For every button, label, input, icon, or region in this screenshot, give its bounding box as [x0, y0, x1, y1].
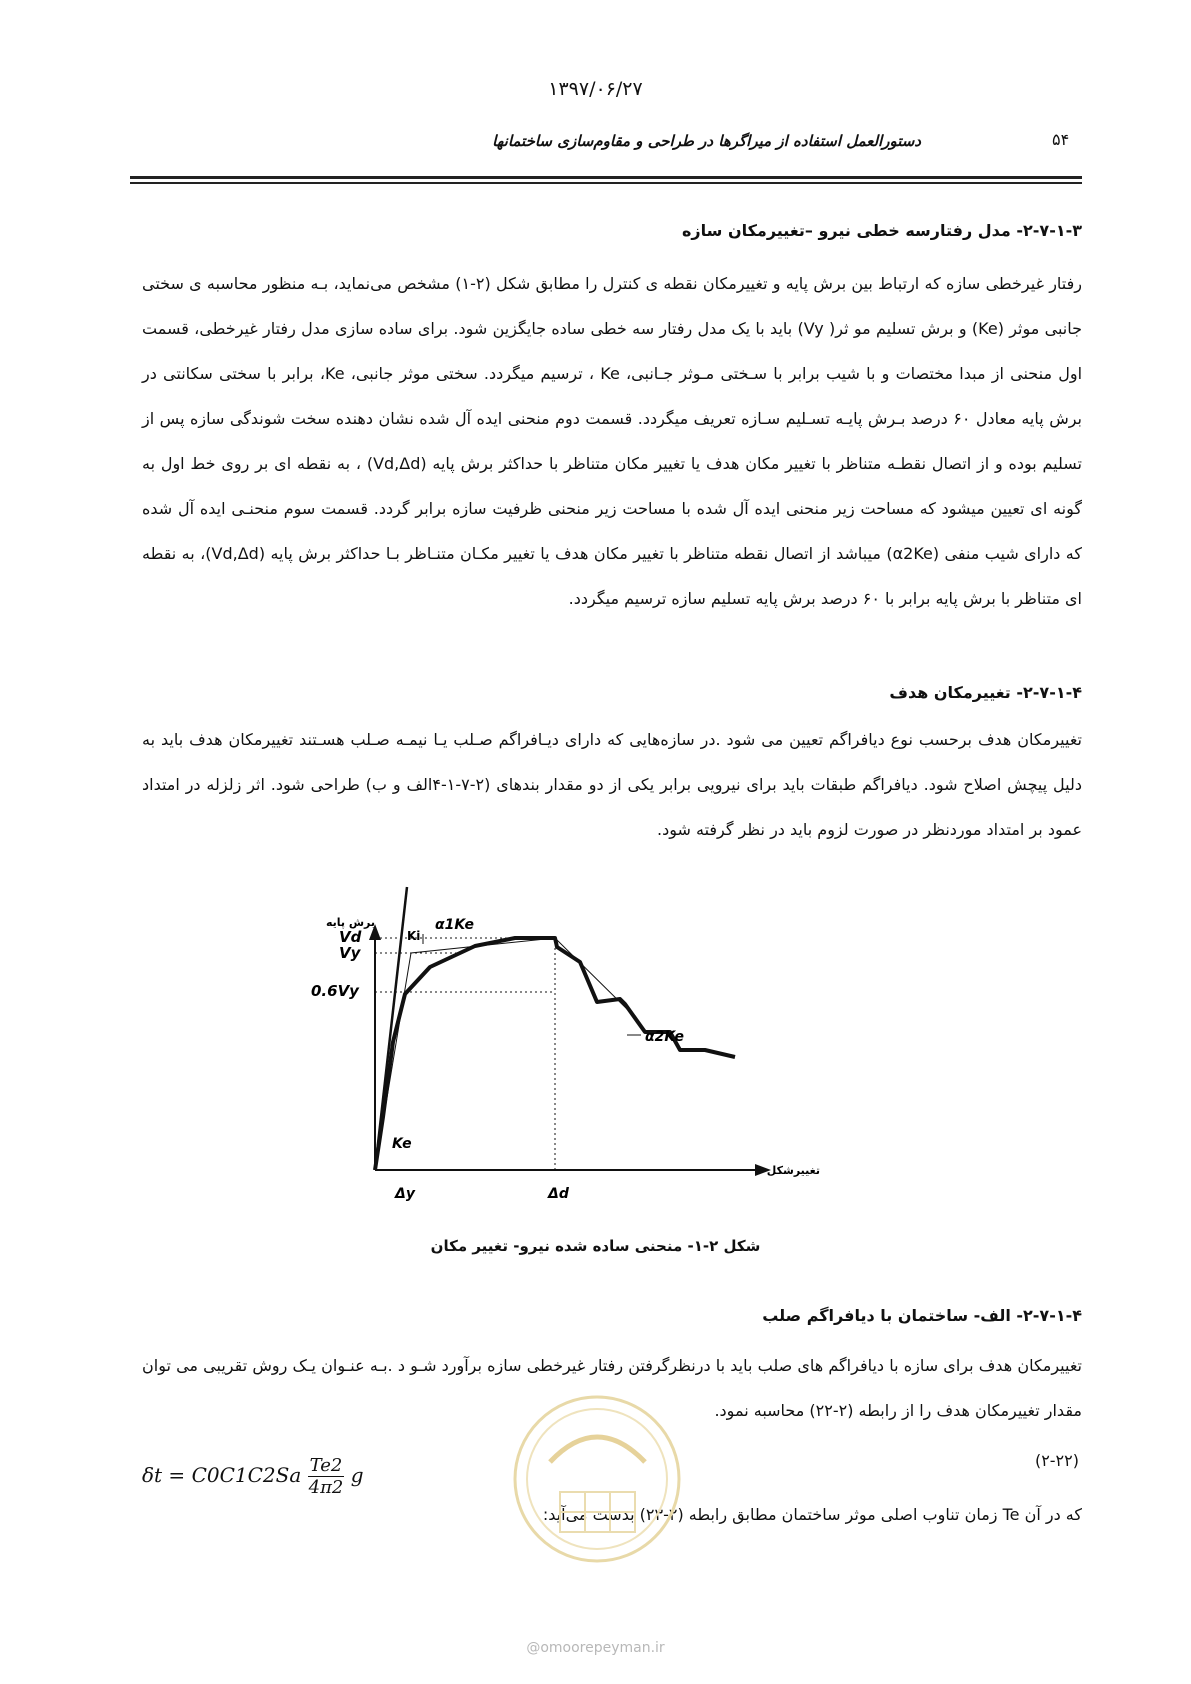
- a1ke-label: α1Ke: [435, 917, 474, 933]
- a2ke-label: α2Ke: [645, 1029, 684, 1045]
- section-heading-3: ۲-۷-۱-۳- مدل رفتارسه خطی نیرو –تغییرمکان سازه: [681, 221, 1082, 240]
- dd-label: Δd: [548, 1186, 569, 1202]
- watermark-logo: [510, 1392, 685, 1567]
- watermark-calligraphy: [550, 1437, 645, 1462]
- 06vy-label: 0.6Vy: [311, 982, 359, 1000]
- equation-rhs: C0C1C2Sa: [191, 1463, 302, 1487]
- paragraph-text: تغییرمکان هدف برای سازه با دیافراگم های صلب باید با درنظرگرفتن رفتار غیرخطی سازه برآورد شـو د .بـه عنـوان یـک روش تقریبی می توان مقدار تغییرمکان هدف را از رابطه (۲-۲۲) محاسبه نمود.: [142, 1356, 1082, 1420]
- page-number: ۵۴: [1052, 130, 1070, 149]
- equation-number: (۲-۲۲): [1034, 1451, 1079, 1470]
- watermark-url: @omoorepeyman.ir: [526, 1640, 665, 1656]
- header-rule-thick: [130, 176, 1082, 179]
- idealized-curve: [375, 938, 630, 1170]
- dy-label: Δy: [395, 1186, 415, 1202]
- figure-caption: شکل ۲-۱- منحنی ساده شده نیرو- تغییر مکان: [430, 1237, 761, 1255]
- ke-label: Ke: [392, 1136, 412, 1152]
- equation-22: [142, 1455, 364, 1498]
- paragraph-text: رفتار غیرخطی سازه که ارتباط بین برش پایه و تغییرمکان نقطه ی کنترل را مطابق شکل (۲-۱) مشخص می‌نماید، بـه منظور محاسبه ی سختی جانبی موثر (Ke) و برش تسلیم مو ثر( Vy) باید با یک مدل رفتار سه خطی ساده جایگزین شود. برای ساده سازی مدل رفتار غیرخطی، قسمت اول منحنی از مبدا مختصات و با شیب برابر با سـختی مـوثر جـانبی، Ke ، ترسیم میگردد. سختی موثر جانبی، Ke، برابر با سختی سکانتی در برش پایه معادل ۶۰ درصد بـرش پایـه تسـلیم سـازه تعریف میگردد. قسمت دوم منحنی ایده آل شده نشان دهنده سخت شوندگی سازه پس از تسلیم بوده و از اتصال نقطـه متناظر با تغییر مکان هدف یا تغییر مکان متناظر با حداکثر برش پایه (Vd,Δd) ، به نقطه ای بر روی خط اول به گونه ای تعیین میشود که مساحت زیر منحنی ایده آل شده با مساحت زیر منحنی ظرفیت سازه برابر گردد. قسمت سوم منحنـی ایده آل شده که دارای شیب منفی (α2Ke) میباشد از اتصال نقطه متناظر با تغییر مکان هدف یا تغییر مکـان متنـاظر بـا حداکثر برش پایه (Vd,Δd)، به نقطه ای متناظر با برش پایه برابر با ۶۰ درصد برش پایه تسلیم سازه ترسیم میگردد.: [142, 274, 1083, 608]
- x-axis-label: تغییرشکل: [766, 1164, 820, 1177]
- ki-label: Ki: [407, 929, 421, 943]
- after-equation-text: که در آن Te زمان تناوب اصلی موثر ساختمان مطابق رابطه (۲-۲۳) بدست می‌آید:: [542, 1505, 1082, 1524]
- running-title: دستورالعمل استفاده از میراگرها در طراحی و مقاوم‌سازی ساختمانها: [492, 132, 921, 150]
- equation-numerator: Te2: [309, 1455, 343, 1476]
- section-paragraph-4: [142, 717, 1082, 852]
- force-displacement-figure: [311, 916, 875, 1222]
- section-paragraph-3: [142, 261, 1082, 621]
- equation-tail: g: [350, 1463, 364, 1487]
- equation-fraction: [308, 1455, 345, 1498]
- equation-lhs: δt =: [142, 1463, 186, 1487]
- vd-label: Vd: [339, 928, 362, 946]
- section-heading-4-a: ۲-۷-۱-۴- الف- ساختمان با دیافراگم صلب: [762, 1306, 1082, 1325]
- header-date: ۱۳۹۷/۰۶/۲۷: [548, 78, 643, 100]
- section-heading-4: ۲-۷-۱-۴- تغییرمکان هدف: [889, 683, 1082, 702]
- header-rule-thin: [130, 182, 1082, 184]
- y-axis-label: برش پایه: [325, 916, 375, 929]
- equation-denominator: 4π2: [308, 1477, 344, 1498]
- watermark-ring: [515, 1397, 679, 1561]
- watermark-inner-ring: [527, 1409, 667, 1549]
- vy-label: Vy: [339, 944, 361, 962]
- paragraph-text: تغییرمکان هدف برحسب نوع دیافراگم تعیین می شود .در سازه‌هایی که دارای دیـافراگم صـلب یـا نیمـه صـلب هسـتند تغییرمکان هدف باید به دلیل پیچش اصلاح شود. دیافراگم طبقات باید برای نیرویی برابر یکی از دو مقدار بندهای (۲-۷-۱-۴الف و ب) طراحی شود. اثر زلزله در امتداد عمود بر امتداد موردنظر در صورت لزوم باید در نظر گرفته شود.: [142, 730, 1083, 839]
